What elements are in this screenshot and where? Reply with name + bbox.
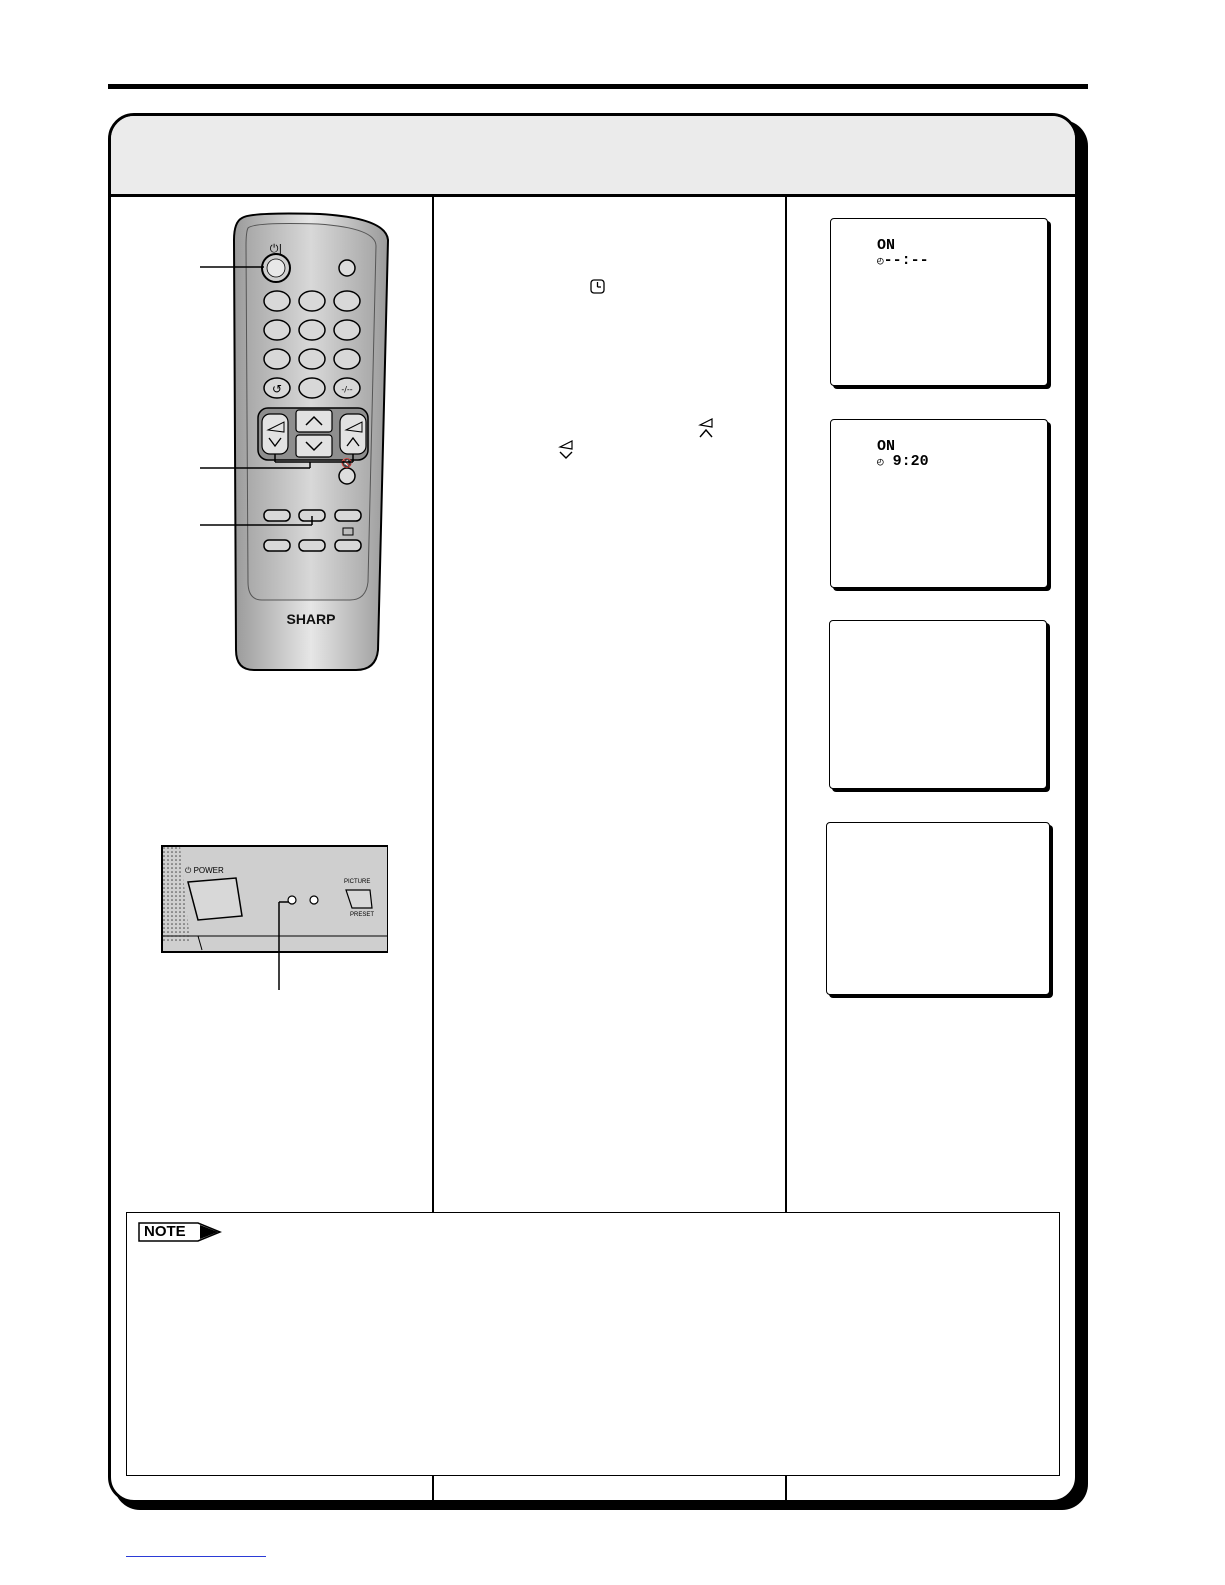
column-divider-right	[785, 194, 787, 1212]
osd-screen-3	[829, 620, 1047, 789]
column-divider-right-bottom	[785, 1476, 787, 1502]
volume-up-icon	[694, 418, 718, 440]
svg-text:↺: ↺	[271, 382, 283, 396]
volume-down-icon	[556, 440, 578, 462]
osd-time: --:--	[883, 252, 929, 269]
osd-screen-4	[826, 822, 1050, 995]
remote-control	[150, 210, 400, 680]
osd-time: 9:20	[883, 453, 929, 470]
svg-text:🔇: 🔇	[341, 459, 353, 469]
remote-brand-label: SHARP	[286, 611, 336, 627]
picture-label: PICTURE	[344, 879, 371, 885]
note-box	[126, 1212, 1060, 1476]
clock-icon: ◴	[877, 256, 884, 268]
power-label: ⏻ POWER	[185, 866, 224, 875]
preset-label: PRESET	[350, 912, 375, 918]
footer-link-underline[interactable]	[126, 1556, 266, 1557]
header-band	[111, 116, 1075, 197]
osd-status: ON	[877, 237, 896, 254]
column-divider-left	[432, 194, 434, 1212]
osd-screen-2	[830, 419, 1048, 588]
note-badge-label: NOTE	[144, 1223, 186, 1240]
svg-text:-/--: -/--	[341, 385, 353, 394]
power-icon: ⏻	[185, 866, 194, 875]
osd-screen-1	[830, 218, 1048, 386]
clock-icon: ◴	[877, 457, 884, 469]
osd-status: ON	[877, 438, 896, 455]
timer-icon	[589, 278, 607, 296]
column-divider-left-bottom	[432, 1476, 434, 1502]
top-rule	[108, 84, 1088, 89]
svg-text:⏻|: ⏻|	[269, 242, 283, 255]
